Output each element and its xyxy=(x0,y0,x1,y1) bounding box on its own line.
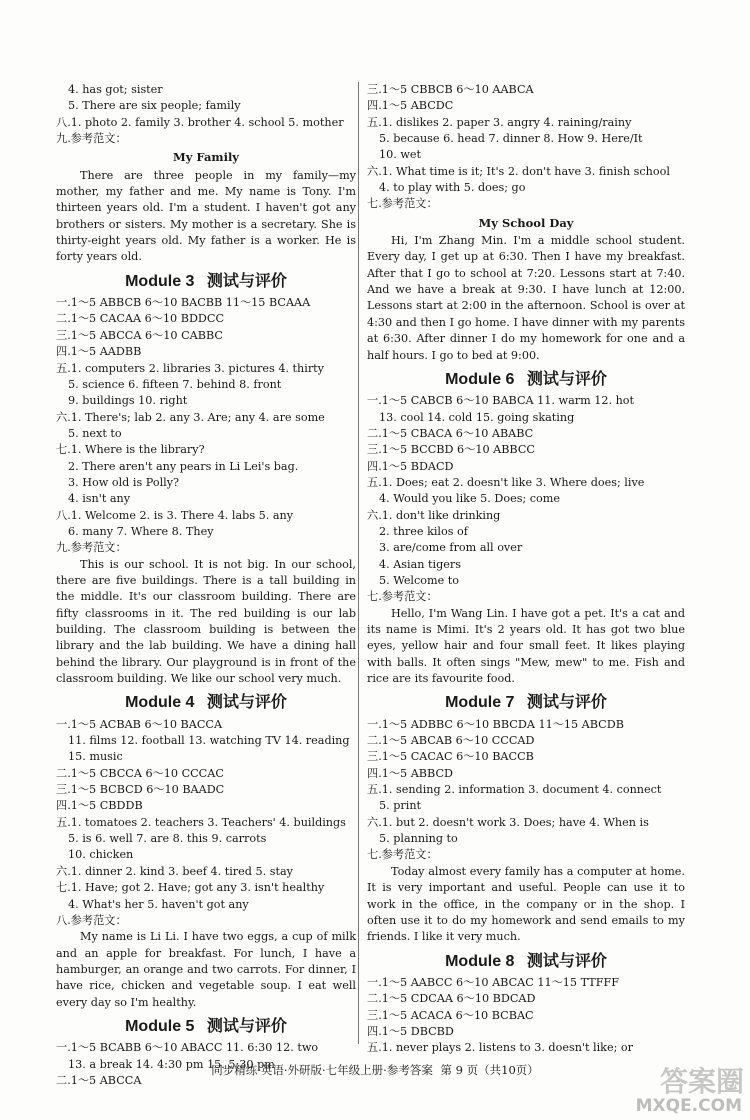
answer-line: 三.1～5 BCCBD 6～10 ABBCC xyxy=(367,443,535,457)
answer-line: 4. isn't any xyxy=(68,492,131,506)
answer-line: 5. is 6. well 7. are 8. this 9. carrots xyxy=(68,832,267,846)
answer-line: 四.1～5 CBDDB xyxy=(56,799,143,813)
module-heading xyxy=(56,1019,356,1035)
answer-line: 二.1～5 CDCAA 6～10 BDCAD xyxy=(367,992,536,1006)
column-divider xyxy=(358,82,359,1044)
essay-title: My Family xyxy=(173,150,239,165)
answer-line: 三.1～5 BCBCD 6～10 BAADC xyxy=(56,783,225,797)
answer-line: 六.1. don't like drinking xyxy=(367,508,501,522)
answer-line: 4. Would you like 5. Does; come xyxy=(379,492,560,506)
answer-line: 3. are/come from all over xyxy=(379,541,523,555)
module-name: Module 4 xyxy=(125,694,195,712)
module-subtitle: 测试与评价 xyxy=(526,952,607,970)
module-heading xyxy=(367,954,685,970)
module-name: Module 8 xyxy=(445,952,515,970)
module-subtitle: 测试与评价 xyxy=(526,370,607,388)
answer-line: 2. three kilos of xyxy=(379,524,468,538)
answer-line: 4. has got; sister xyxy=(68,83,163,96)
module-heading xyxy=(56,274,356,290)
answer-line: 七.1. Have; got 2. Have; got any 3. isn't healthy xyxy=(56,881,325,895)
answer-line: 9. buildings 10. right xyxy=(68,394,188,408)
module-subtitle: 测试与评价 xyxy=(206,694,287,712)
answer-line: 三.1～5 ABCCA 6～10 CABBC xyxy=(56,328,223,342)
module-subtitle: 测试与评价 xyxy=(206,272,287,290)
module-heading xyxy=(367,695,685,711)
answer-line: 4. Asian tigers xyxy=(379,557,462,571)
answer-line: 三.1～5 ACACA 6～10 BCBAC xyxy=(367,1008,534,1022)
answer-line: 5. print xyxy=(379,799,422,813)
answer-line: 五.1. computers 2. libraries 3. pictures 4. thirty xyxy=(56,361,324,375)
essay-text: My name is Li Li. I have two eggs, a cup of milk and an apple for breakfast. For lunch, I have a hamburger, an orange and two carrots. For dinner, I have rice, chicken and vegetable soup. I eat well every day so I'm healthy. xyxy=(56,930,356,1009)
answer-line: 一.1～5 ADBBC 6～10 BBCDA 11～15 ABCDB xyxy=(367,717,624,731)
answer-line: 13. cool 14. cold 15. going skating xyxy=(379,410,575,424)
answer-line: 六.1. dinner 2. kind 3. beef 4. tired 5. stay xyxy=(56,864,293,878)
section-label: 七.参考范文： xyxy=(367,848,438,862)
answer-line: 5. science 6. fifteen 7. behind 8. front xyxy=(68,377,282,391)
footer-book-title: 同步精练·英语·外研版·七年级上册·参考答案 xyxy=(211,1063,433,1077)
answer-line: 八.1. photo 2. family 3. brother 4. school 5. mother xyxy=(56,115,344,129)
answer-line: 5. because 6. head 7. dinner 8. How 9. Here/It xyxy=(379,132,643,146)
top-header-remnant xyxy=(300,6,450,12)
watermark-text: 答案圈 xyxy=(659,1065,744,1098)
answer-line: 5. Welcome to xyxy=(379,573,460,587)
answer-line: 5. planning to xyxy=(379,832,458,846)
answer-line: 10. wet xyxy=(379,148,422,162)
module-name: Module 6 xyxy=(445,370,515,388)
answer-line: 一.1～5 CABCB 6～10 BABCA 11. warm 12. hot xyxy=(367,394,635,408)
section-label: 七.参考范文： xyxy=(367,590,438,604)
answer-line: 二.1～5 CBACA 6～10 ABABC xyxy=(367,426,534,440)
essay-text: There are three people in my family—my mother, my father and me. My name is Tony. I'm thirteen years old. I'm a student. I haven't got any brothers or sisters. My mother is a secretary. She is thirty-eight years old. My father is a worker. He is forty years old. xyxy=(56,168,356,264)
answer-line: 四.1～5 ABCDC xyxy=(367,99,454,113)
answer-line: 一.1～5 ACBAB 6～10 BACCA xyxy=(56,717,223,731)
answer-line: 一.1～5 ABBCB 6～10 BACBB 11～15 BCAAA xyxy=(56,296,311,310)
answer-line: 一.1～5 AABCC 6～10 ABCAC 11～15 TTFFF xyxy=(367,975,619,989)
answer-line: 三.1～5 CBBCB 6～10 AABCA xyxy=(367,83,534,96)
answer-line: 四.1～5 BDACD xyxy=(367,459,454,473)
module-name: Module 7 xyxy=(445,694,515,712)
answer-line: 2. There aren't any pears in Li Lei's bag. xyxy=(68,459,299,473)
answer-line: 10. chicken xyxy=(68,848,134,862)
answer-line: 二.1～5 CACAA 6～10 BDDCC xyxy=(56,312,225,326)
answer-line: 5. There are six people; family xyxy=(68,99,241,113)
answer-line: 四.1～5 ABBCD xyxy=(367,766,453,780)
section-label: 九.参考范文： xyxy=(56,132,127,146)
answer-line: 五.1. Does; eat 2. doesn't like 3. Where does; live xyxy=(367,475,645,489)
answer-line: 四.1～5 DBCBD xyxy=(367,1024,454,1038)
answer-line: 二.1～5 CBCCA 6～10 CCCAC xyxy=(56,766,224,780)
answer-line: 五.1. tomatoes 2. teachers 3. Teachers' 4. buildings xyxy=(56,815,346,829)
module-name: Module 3 xyxy=(125,272,195,290)
watermark-logo xyxy=(606,1060,744,1116)
answer-line: 13. a break 14. 4:30 pm 15. 5:30 pm xyxy=(68,1057,275,1071)
answer-line: 3. How old is Polly? xyxy=(68,475,180,489)
footer-page-number: 第 9 页（共10页） xyxy=(440,1063,539,1077)
module-subtitle: 测试与评价 xyxy=(526,694,607,712)
module-heading xyxy=(367,372,685,388)
answer-line: 六.1. There's; lab 2. any 3. Are; any 4. are some xyxy=(56,410,325,424)
answer-line: 五.1. dislikes 2. paper 3. angry 4. raining/rainy xyxy=(367,115,632,129)
answer-line: 4. to play with 5. does; go xyxy=(379,181,526,195)
answer-line: 二.1～5 ABCAB 6～10 CCCAD xyxy=(367,734,535,748)
answer-line: 六.1. What time is it; It's 2. don't have 3. finish school xyxy=(367,164,670,178)
right-column xyxy=(367,82,685,1057)
answer-line: 15. music xyxy=(68,750,123,764)
essay-text: Hello, I'm Wang Lin. I have got a pet. It's a cat and its name is Mimi. It's 2 years old. It has got two blue eyes, yellow hair and four small feet. It likes playing with balls. It often sings "Mew, mew" to me. Fish and rice are its favourite food. xyxy=(367,606,685,686)
answer-line: 五.1. never plays 2. listens to 3. doesn't like; or xyxy=(367,1041,633,1055)
essay-title: My School Day xyxy=(478,215,574,230)
answer-line: 4. What's her 5. haven't got any xyxy=(68,897,249,911)
essay-text: This is our school. It is not big. In our school, there are five buildings. There is a tall building in the middle. It's our classroom building. There are fifty classrooms in it. The red building is our lab building. The classroom building is between the library and the lab building. We have a dining hall behind the library. Our playground is in front of the classroom building. We like our school very much. xyxy=(56,557,356,686)
answer-line: 五.1. sending 2. information 3. document 4. connect xyxy=(367,783,662,797)
section-label: 九.参考范文： xyxy=(56,541,127,555)
answer-line: 5. next to xyxy=(68,426,122,440)
answer-line: 七.1. Where is the library? xyxy=(56,443,205,457)
section-label: 七.参考范文： xyxy=(367,197,438,211)
module-name: Module 5 xyxy=(125,1017,195,1035)
answer-line: 二.1～5 ABCCA xyxy=(56,1073,142,1087)
watermark-url: MXQE.COM xyxy=(635,1096,742,1116)
answer-line: 11. films 12. football 13. watching TV 14. reading xyxy=(68,734,350,748)
answer-line: 四.1～5 AADBB xyxy=(56,345,142,359)
left-column xyxy=(56,82,356,1089)
essay-text: Hi, I'm Zhang Min. I'm a middle school student. Every day, I get up at 6:30. Then I have my breakfast. After that I go to school at 7:20. Lessons start at 7:40. And we have a break at 9:30. I have lunch at 12:00. Lessons start at 2:00 in the afternoon. School is over at 4:30 and then I go home. I have dinner with my parents at 6:30. After dinner I do my homework for one and a half hours. I go to bed at 9:00. xyxy=(367,234,685,362)
answer-line: 6. many 7. Where 8. They xyxy=(68,524,214,538)
module-subtitle: 测试与评价 xyxy=(206,1017,287,1035)
answer-line: 一.1～5 BCABB 6～10 ABACC 11. 6:30 12. two xyxy=(56,1041,319,1055)
section-label: 八.参考范文： xyxy=(56,913,127,927)
module-heading xyxy=(56,695,356,711)
essay-text: Today almost every family has a computer at home. It is very important and useful. People can use it to work in the office, in the company or in the shop. I often use it to do my homework and send emails to my friends. I like it very much. xyxy=(367,864,685,944)
answer-line: 六.1. but 2. doesn't work 3. Does; have 4. When is xyxy=(367,815,649,829)
answer-line: 三.1～5 CACAC 6～10 BACCB xyxy=(367,750,534,764)
answer-line: 八.1. Welcome 2. is 3. There 4. labs 5. any xyxy=(56,508,294,522)
